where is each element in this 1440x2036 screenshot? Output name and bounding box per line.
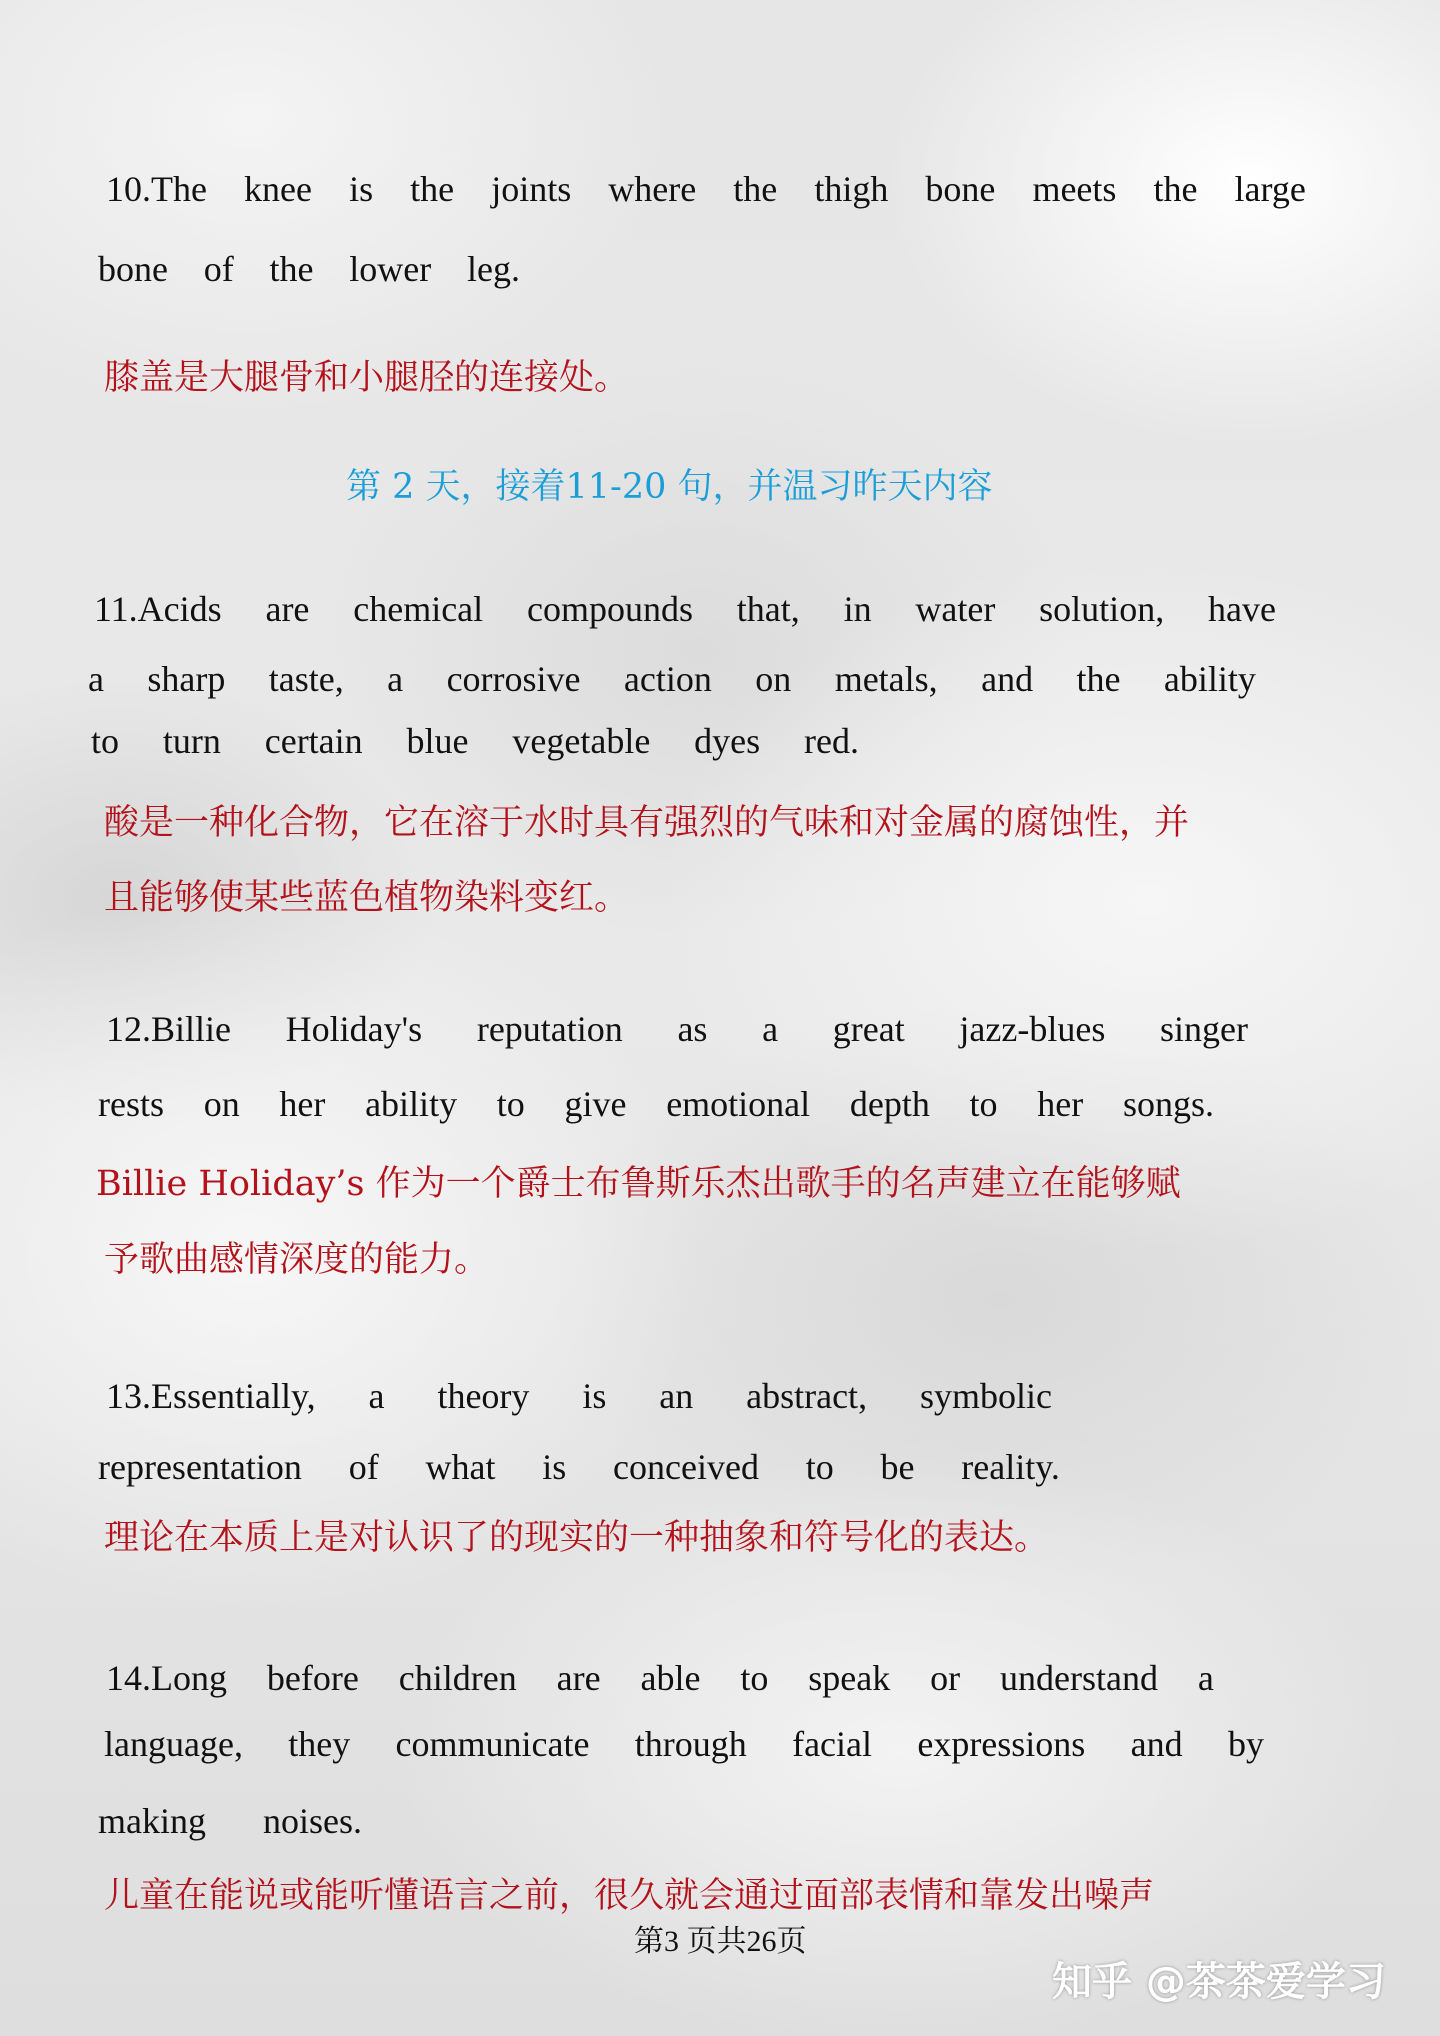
word: language, (104, 1724, 243, 1764)
word: great (832, 1009, 905, 1049)
word: ability (365, 1084, 458, 1124)
word: a (387, 659, 404, 699)
word: emotional (666, 1084, 811, 1124)
word: songs. (1122, 1084, 1214, 1124)
word: 10.The (106, 169, 207, 209)
sentence-12-line-2 (98, 1083, 1214, 1125)
word: expressions (917, 1724, 1086, 1764)
word: give (564, 1084, 627, 1124)
word: or (930, 1658, 961, 1698)
word: singer (1160, 1009, 1248, 1049)
word: to (91, 721, 120, 761)
sentence-11-translation-line-1: 酸是一种化合物，它在溶于水时具有强烈的气味和对金属的腐蚀性，并 (104, 803, 1190, 843)
word: are (265, 589, 310, 629)
word: vegetable (512, 721, 651, 761)
word: 11.Acids (94, 589, 222, 629)
word: ability (1163, 659, 1256, 699)
sentence-14-line-2 (104, 1723, 1264, 1765)
word: her (1037, 1084, 1084, 1124)
word: turn (162, 721, 221, 761)
word: what (425, 1447, 496, 1487)
word: the (1153, 169, 1198, 209)
sentence-11-line-2 (88, 658, 1256, 700)
word: large (1234, 169, 1306, 209)
word: bone (925, 169, 996, 209)
sentence-14-line-1 (106, 1657, 1214, 1699)
word: is (542, 1447, 567, 1487)
sentence-14-line-3 (98, 1800, 362, 1842)
word: communicate (395, 1724, 590, 1764)
word: her (279, 1084, 326, 1124)
word: they (288, 1724, 351, 1764)
word: depth (849, 1084, 930, 1124)
word: meets (1032, 169, 1117, 209)
word: through (634, 1724, 747, 1764)
word: symbolic (919, 1376, 1052, 1416)
word: to (496, 1084, 525, 1124)
word: water (915, 589, 996, 629)
sentence-11-translation-line-2: 且能够使某些蓝色植物染料变红。 (104, 878, 630, 918)
word: jazz-blues (959, 1009, 1106, 1049)
word: metals, (834, 659, 938, 699)
word: are (556, 1658, 601, 1698)
word: the (733, 169, 778, 209)
word: 14.Long (106, 1658, 227, 1698)
word: taste, (268, 659, 344, 699)
word: have (1208, 589, 1276, 629)
word: lower (349, 249, 432, 289)
word: a (88, 659, 104, 699)
word: and (1130, 1724, 1183, 1764)
word: representation (98, 1447, 302, 1487)
word: a (762, 1009, 779, 1049)
word: knee (244, 169, 312, 209)
word: be (880, 1447, 915, 1487)
sentence-10-line-1 (106, 168, 1306, 210)
sentence-10-translation: 膝盖是大腿骨和小腿胫的连接处。 (104, 358, 630, 398)
word: before (266, 1658, 359, 1698)
word: Holiday's (285, 1009, 423, 1049)
sentence-11-line-1 (94, 588, 1276, 630)
sentence-14-translation: 儿童在能说或能听懂语言之前，很久就会通过面部表情和靠发出噪声 (104, 1876, 1155, 1916)
word: red. (804, 721, 859, 761)
word: is (349, 169, 374, 209)
word: is (582, 1376, 607, 1416)
word: facial (792, 1724, 873, 1764)
word: theory (437, 1376, 530, 1416)
word: to (740, 1658, 769, 1698)
word: children (398, 1658, 517, 1698)
word: the (269, 249, 314, 289)
word: 13.Essentially, (106, 1376, 316, 1416)
word: corrosive (446, 659, 581, 699)
word: dyes (694, 721, 761, 761)
word: to (805, 1447, 834, 1487)
word: joints (491, 169, 572, 209)
word: reputation (476, 1009, 623, 1049)
word: and (981, 659, 1034, 699)
sentence-11-line-3 (91, 720, 859, 762)
word: a (368, 1376, 385, 1416)
word: as (677, 1009, 708, 1049)
word: that, (736, 589, 800, 629)
word: leg. (467, 249, 520, 289)
word: the (410, 169, 455, 209)
sentence-13-translation: 理论在本质上是对认识了的现实的一种抽象和符号化的表达。 (104, 1518, 1050, 1558)
word: 12.Billie (106, 1009, 231, 1049)
word: compounds (526, 589, 693, 629)
word: on (755, 659, 792, 699)
word: rests (98, 1084, 164, 1124)
word: action (623, 659, 712, 699)
word: solution, (1039, 589, 1165, 629)
page-number: 第3 页共26页 (634, 1925, 807, 1958)
word: chemical (353, 589, 484, 629)
word: of (348, 1447, 379, 1487)
word: bone (98, 249, 168, 289)
word: able (640, 1658, 701, 1698)
word: an (659, 1376, 694, 1416)
word: sharp (147, 659, 226, 699)
word: making (98, 1801, 206, 1841)
sentence-12-translation-line-1: Billie Holiday’s 作为一个爵士布鲁斯乐杰出歌手的名声建立在能够赋 (96, 1164, 1181, 1204)
word: certain (264, 721, 363, 761)
word: thigh (814, 169, 889, 209)
word: on (203, 1084, 240, 1124)
word: conceived (613, 1447, 759, 1487)
zhihu-watermark: 知乎 @茶茶爱学习 (1052, 1959, 1386, 2005)
day-heading: 第 2 天，接着11-20 句，并温习昨天内容 (346, 467, 993, 507)
sentence-12-translation-line-2: 予歌曲感情深度的能力。 (104, 1240, 490, 1280)
sentence-12-line-1 (106, 1008, 1248, 1050)
sentence-10-line-2 (98, 248, 520, 290)
word: noises. (263, 1801, 362, 1841)
sentence-13-line-1 (106, 1375, 1052, 1417)
word: a (1197, 1658, 1214, 1698)
word: of (203, 249, 234, 289)
word: the (1076, 659, 1121, 699)
sentence-13-line-2 (98, 1446, 1060, 1488)
word: in (843, 589, 872, 629)
word: by (1227, 1724, 1264, 1764)
word: abstract, (746, 1376, 868, 1416)
word: understand (1000, 1658, 1159, 1698)
word: speak (808, 1658, 891, 1698)
word: where (608, 169, 697, 209)
word: blue (406, 721, 469, 761)
word: reality. (961, 1447, 1060, 1487)
word: to (969, 1084, 998, 1124)
